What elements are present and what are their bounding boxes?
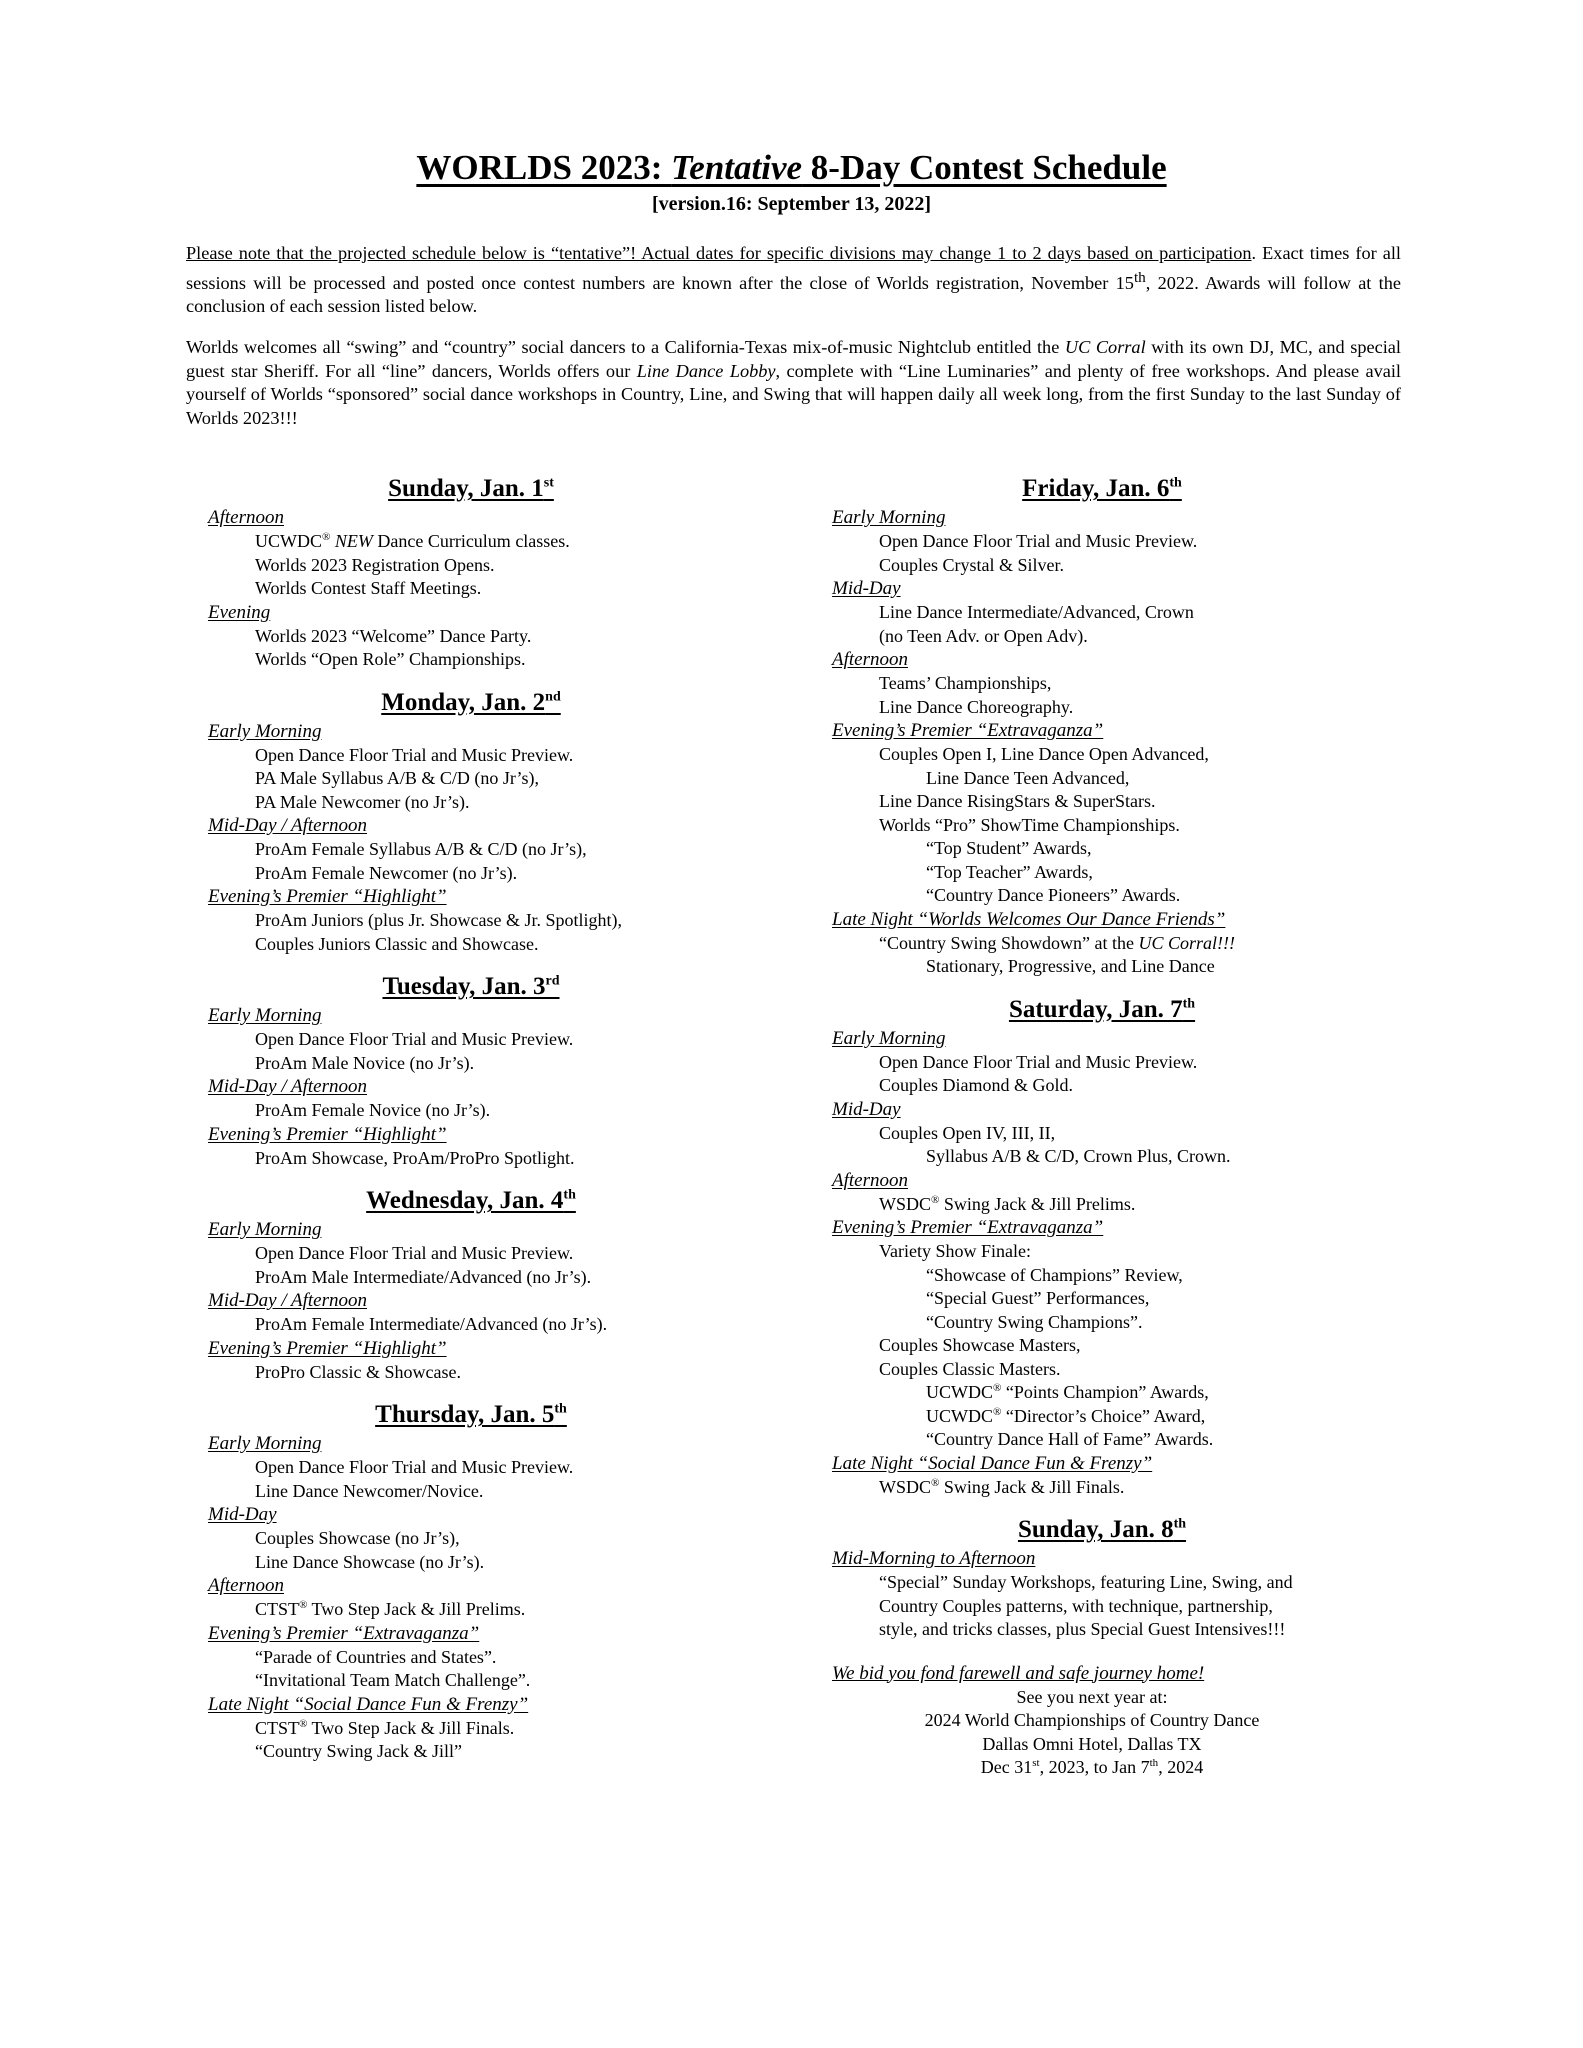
session-item: UCWDC® NEW Dance Curriculum classes. — [255, 531, 570, 551]
session-item: Couples Showcase Masters, — [879, 1335, 1081, 1355]
intro-uc-corral: UC Corral — [1064, 337, 1146, 357]
day-heading: Sunday, Jan. 1st — [388, 475, 554, 502]
session-heading: Evening — [208, 601, 271, 623]
session-item: Couples Open I, Line Dance Open Advanced, — [879, 744, 1209, 764]
session-heading: Afternoon — [208, 1575, 284, 1596]
session-item: Worlds “Pro” ShowTime Championships. — [879, 814, 1180, 835]
left-column — [208, 474, 728, 1780]
session-item: “Top Teacher” Awards, — [926, 861, 1093, 882]
title-italic: Tentative — [671, 148, 803, 187]
session-item: UCWDC® “Points Champion” Awards, — [926, 1382, 1209, 1402]
day-block-sunday-8 — [832, 1515, 1392, 1642]
session-item: Worlds “Open Role” Championships. — [255, 649, 526, 669]
intro-welcome-b: with its own DJ, MC, and special guest star Sheriff. For all “line” dancers, Worlds offers our — [186, 337, 1401, 381]
day-heading: Friday, Jan. 6th — [1022, 475, 1182, 502]
session-item: style, and tricks classes, plus Special Guest Intensives!!! — [879, 1619, 1286, 1639]
session-heading: Mid-Day — [832, 578, 901, 599]
session-item: Worlds 2023 “Welcome” Dance Party. — [255, 625, 532, 646]
day-heading: Sunday, Jan. 8th — [1017, 1516, 1187, 1543]
day-heading: Monday, Jan. 2nd — [381, 688, 561, 716]
session-item: “Showcase of Champions” Review, — [926, 1264, 1183, 1285]
session-item: “Country Swing Champions”. — [926, 1311, 1143, 1332]
session-item: WSDC® Swing Jack & Jill Finals. — [879, 1476, 1125, 1497]
session-item: “Country Swing Showdown” at the UC Corral!!! — [879, 932, 1235, 953]
session-item: ProAm Female Novice (no Jr’s). — [255, 1100, 491, 1120]
intro-awards-note: , 2022. Awards will follow at the conclusion of each session listed below. — [186, 272, 1401, 317]
session-item: Line Dance Intermediate/Advanced, Crown — [879, 602, 1194, 622]
session-item: “Special” Sunday Workshops, featuring Line, Swing, and — [879, 1572, 1293, 1592]
session-heading: Mid-Day — [208, 1504, 277, 1525]
session-heading: Mid-Day / Afternoon — [208, 1076, 368, 1097]
session-item: Couples Diamond & Gold. — [879, 1075, 1073, 1095]
session-item: ProPro Classic & Showcase. — [255, 1361, 461, 1382]
day-block-friday-6 — [832, 474, 1392, 979]
page-title — [0, 148, 1583, 188]
session-item: ProAm Male Novice (no Jr’s). — [255, 1052, 475, 1073]
day-heading: Tuesday, Jan. 3rd — [382, 973, 560, 1000]
session-item: Line Dance RisingStars & SuperStars. — [879, 791, 1156, 811]
farewell-line: 2024 World Championships of Country Dance — [924, 1710, 1260, 1730]
session-heading: Early Morning — [208, 1005, 322, 1026]
session-item: PA Male Newcomer (no Jr’s). — [255, 791, 470, 812]
session-item: Line Dance Newcomer/Novice. — [255, 1480, 484, 1501]
session-item: ProAm Showcase, ProAm/ProPro Spotlight. — [255, 1147, 575, 1168]
session-item: Teams’ Championships, — [879, 673, 1052, 693]
session-item: Open Dance Floor Trial and Music Preview. — [879, 1051, 1198, 1072]
day-block-monday-2 — [208, 688, 728, 957]
session-heading: Late Night “Social Dance Fun & Frenzy” — [208, 1693, 529, 1715]
intro-dot: . — [1251, 243, 1257, 263]
session-item: Open Dance Floor Trial and Music Preview. — [255, 1029, 574, 1049]
session-item: Open Dance Floor Trial and Music Preview. — [255, 744, 574, 765]
version-line: [version.16: September 13, 2022] — [651, 193, 932, 215]
session-item: Couples Classic Masters. — [879, 1358, 1061, 1379]
session-item: “Invitational Team Match Challenge”. — [255, 1670, 531, 1690]
session-item: “Special Guest” Performances, — [926, 1288, 1150, 1308]
session-item: WSDC® Swing Jack & Jill Prelims. — [879, 1193, 1136, 1214]
session-heading: Early Morning — [832, 1027, 946, 1049]
session-item: Worlds Contest Staff Meetings. — [255, 578, 482, 598]
intro-welcome-c: , complete with “Line Luminaries” and plenty of free workshops. And please avail yourself of Worlds “sponsored” social dance workshops in Country, Line, and Swing that will happen daily all week long, from the first Sunday to the last Sunday of Worlds 2023!!! — [186, 360, 1402, 428]
session-heading: Afternoon — [832, 1169, 908, 1191]
session-heading: Evening’s Premier “Extravaganza” — [832, 720, 1104, 741]
session-heading: Evening’s Premier “Highlight” — [208, 886, 447, 907]
session-heading: Mid-Morning to Afternoon — [832, 1548, 1036, 1569]
intro-tentative-note: Please note that the projected schedule below is “tentative”! Actual dates for specific divisions may change 1 to 2 days based on participation — [186, 243, 1252, 263]
title-prefix: WORLDS 2023: — [416, 148, 672, 187]
day-heading: Saturday, Jan. 7th — [1008, 995, 1196, 1023]
session-item: CTST® Two Step Jack & Jill Finals. — [255, 1717, 515, 1738]
session-item: Open Dance Floor Trial and Music Preview. — [255, 1457, 574, 1477]
day-block-thursday-5 — [208, 1400, 728, 1764]
day-block-saturday-7 — [832, 995, 1392, 1500]
session-item: (no Teen Adv. or Open Adv). — [879, 625, 1088, 646]
session-item: “Country Swing Jack & Jill” — [255, 1741, 462, 1761]
intro-paragraph-1 — [186, 242, 1401, 319]
session-heading: Early Morning — [208, 720, 322, 742]
session-item: Variety Show Finale: — [879, 1241, 1031, 1261]
session-item: Couples Open IV, III, II, — [879, 1122, 1056, 1143]
session-item: Open Dance Floor Trial and Music Preview. — [255, 1243, 574, 1263]
farewell-heading: We bid you fond farewell and safe journey home! — [832, 1662, 1205, 1684]
session-item: Worlds 2023 Registration Opens. — [255, 554, 495, 575]
session-item: “Top Student” Awards, — [926, 838, 1092, 858]
day-block-sunday-1 — [208, 474, 728, 672]
session-heading: Mid-Day / Afternoon — [208, 1290, 368, 1311]
session-item: ProAm Female Newcomer (no Jr’s). — [255, 862, 518, 883]
session-item: ProAm Female Syllabus A/B & C/D (no Jr’s), — [255, 839, 587, 859]
day-block-tuesday-3 — [208, 972, 728, 1170]
session-item: ProAm Female Intermediate/Advanced (no Jr’s). — [255, 1314, 608, 1334]
farewell-block — [832, 1662, 1392, 1780]
session-item: CTST® Two Step Jack & Jill Prelims. — [255, 1599, 526, 1619]
session-item: PA Male Syllabus A/B & C/D (no Jr’s), — [255, 768, 540, 788]
session-item: “Country Dance Hall of Fame” Awards. — [926, 1429, 1214, 1449]
session-heading: Evening’s Premier “Highlight” — [208, 1123, 447, 1145]
session-item: Line Dance Choreography. — [879, 696, 1074, 717]
session-heading: Evening’s Premier “Extravaganza” — [208, 1622, 480, 1644]
session-item: Syllabus A/B & C/D, Crown Plus, Crown. — [926, 1146, 1231, 1166]
day-heading: Thursday, Jan. 5th — [375, 1401, 567, 1428]
intro-welcome-a: Worlds welcomes all “swing” and “country” social dancers to a California-Texas mix-of-music Nightclub entitled the — [186, 337, 1065, 357]
session-heading: Late Night “Worlds Welcomes Our Dance Friends” — [832, 908, 1226, 930]
day-block-wednesday-4 — [208, 1186, 728, 1384]
session-heading: Evening’s Premier “Highlight” — [208, 1337, 447, 1359]
session-item: “Parade of Countries and States”. — [255, 1646, 497, 1667]
session-item: UCWDC® “Director’s Choice” Award, — [926, 1405, 1206, 1426]
session-item: Line Dance Showcase (no Jr’s). — [255, 1551, 485, 1572]
intro-times-note: Exact times for all sessions will be processed and posted once contest numbers are known after the close of Worlds registration, November 15 — [186, 243, 1402, 293]
session-heading: Afternoon — [208, 507, 284, 528]
session-item: Open Dance Floor Trial and Music Preview. — [879, 531, 1198, 551]
intro-line-dance-lobby: Line Dance Lobby — [636, 360, 776, 381]
session-heading: Early Morning — [208, 1219, 322, 1240]
farewell-line: See you next year at: — [1016, 1686, 1168, 1707]
session-heading: Early Morning — [208, 1433, 322, 1454]
session-heading: Late Night “Social Dance Fun & Frenzy” — [832, 1452, 1153, 1474]
session-heading: Mid-Day — [832, 1098, 901, 1120]
intro-sup: th — [1133, 268, 1146, 286]
session-item: Couples Showcase (no Jr’s), — [255, 1528, 460, 1548]
session-item: Country Couples patterns, with technique, partnership, — [879, 1595, 1273, 1616]
intro-paragraph-2 — [186, 336, 1401, 430]
session-item: Couples Juniors Classic and Showcase. — [255, 933, 539, 954]
right-column — [832, 474, 1392, 1780]
session-heading: Afternoon — [832, 649, 908, 670]
session-item: Line Dance Teen Advanced, — [926, 767, 1130, 788]
session-heading: Early Morning — [832, 507, 946, 528]
session-heading: Mid-Day / Afternoon — [208, 815, 368, 836]
session-item: “Country Dance Pioneers” Awards. — [926, 885, 1181, 905]
session-heading: Evening’s Premier “Extravaganza” — [832, 1217, 1104, 1238]
title-suffix: 8-Day Contest Schedule — [802, 148, 1167, 187]
session-item: ProAm Juniors (plus Jr. Showcase & Jr. Spotlight), — [255, 910, 623, 930]
farewell-dates: Dec 31st, 2023, to Jan 7th, 2024 — [980, 1757, 1204, 1777]
session-item: ProAm Male Intermediate/Advanced (no Jr’s). — [255, 1266, 592, 1287]
farewell-line: Dallas Omni Hotel, Dallas TX — [982, 1733, 1202, 1754]
day-heading: Wednesday, Jan. 4th — [366, 1187, 576, 1214]
session-item: Stationary, Progressive, and Line Dance — [926, 956, 1215, 976]
session-item: Couples Crystal & Silver. — [879, 554, 1065, 575]
